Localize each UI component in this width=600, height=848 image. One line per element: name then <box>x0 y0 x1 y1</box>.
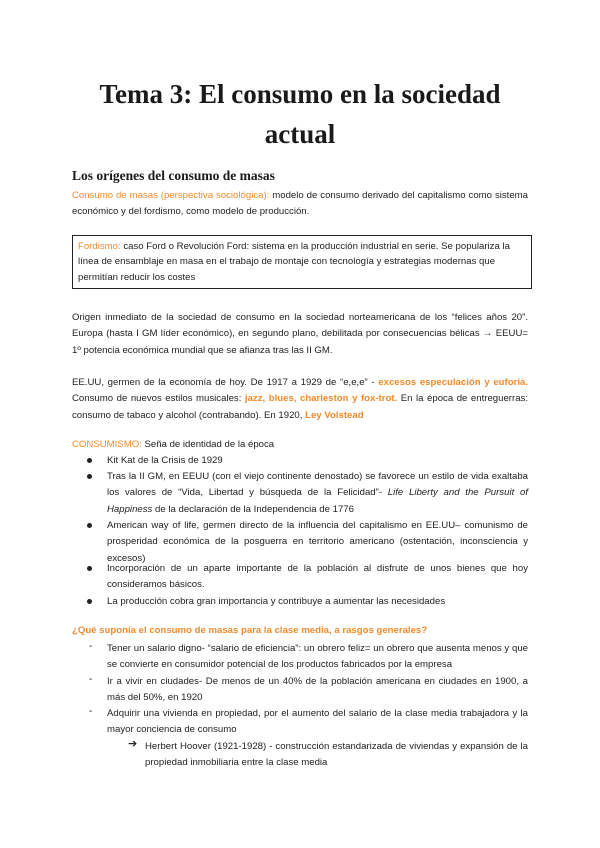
eeuu-text-1: EE.UU, germen de la economía de hoy. De 1917 a 1929 de “e,e,e” - <box>72 377 379 388</box>
consumismo-text: Seña de identidad de la época <box>141 439 275 450</box>
dash-marker: - <box>89 641 93 652</box>
sub-list-item: Herbert Hoover (1921-1928) - construcción estandarizada de viviendas y expansión de la propiedad inmobiliaria entre la clase media <box>145 741 528 769</box>
bullet-icon <box>87 474 89 476</box>
list-item: American way of life, germen directo de la influencia del capitalismo en EE.UU– comunismo de prosperidad económica de la posguerra en territorio americano (ostentación, inconsciencia y excesos) <box>107 520 528 564</box>
term-consumo-masas: Consumo de masas (perspectiva sociológica): <box>72 190 270 201</box>
eeuu-text-3: En la época de entreguerras: consumo de tabaco y alcohol (contrabando). En 1920, <box>72 393 528 421</box>
bullet-icon <box>87 566 89 568</box>
paragraph-origen: Origen inmediato de la sociedad de consumo en la sociedad norteamericana de los “felices años 20”. Europa (hasta I GM líder económico), en segundo plano, debilitada por consecuencias bélicas → EEUU= 1º potencia económica mundial que se afianza tras las II GM. <box>72 312 528 356</box>
list-item: Tener un salario digno- “salario de eficiencia”: un obrero feliz= un obrero que ausenta menos y que se convierte en consumidor potencial de los productos fabricados por la empresa <box>107 643 528 671</box>
term-fordismo: Fordismo: <box>78 241 121 252</box>
page-title-continued: actual <box>264 119 336 149</box>
list-item: La producción cobra gran importancia y contribuye a aumentar las necesidades <box>107 596 446 607</box>
term-consumismo: CONSUMISMO: <box>72 439 142 450</box>
fordismo-definition: caso Ford o Revolución Ford: sistema en la producción industrial en serie. Se populariza la línea de ensamblaje en masa en el trabajo de montaje con tecnología y estrategias modernas que permitían reducir los costes <box>78 241 510 283</box>
fordismo-box <box>72 235 532 289</box>
eeuu-text-2: Consumo de nuevos estilos musicales: <box>72 393 245 405</box>
list-item-text: Tras la II GM, en EEUU (con el viejo continente denostado) se favorece un estilo de vida exaltaba los valores de “Vida, Libertad y búsqueda de la Felicidad”- <box>107 471 528 499</box>
list-item <box>107 469 528 518</box>
bullet-icon <box>87 523 89 525</box>
consumismo-heading <box>72 437 528 453</box>
paragraph-consumo-masas <box>72 188 528 221</box>
highlight-musica: jazz, blues, charleston y fox-trot. <box>244 393 398 405</box>
bullet-icon <box>87 458 89 460</box>
list-item-tail: de la declaración de la Independencia de 1776 <box>152 503 354 515</box>
bullet-icon <box>87 599 89 601</box>
fordismo-paragraph <box>78 239 526 285</box>
list-item: Kit Kat de la Crisis de 1929 <box>107 455 223 466</box>
definition-consumo-masas: modelo de consumo derivado del capitalismo como sistema económico y del fordismo, como modelo de producción. <box>72 190 528 218</box>
highlight-excesos: excesos especulación y euforia. <box>378 377 528 388</box>
paragraph-eeuu <box>72 375 528 424</box>
list-item: Adquirir una vivienda en propiedad, por el aumento del salario de la clase media trabajadora y la mayor conciencia de consumo <box>107 708 528 736</box>
dash-marker: - <box>89 706 93 717</box>
highlight-ley-volstead: Ley Volstead <box>305 409 364 421</box>
list-item-italic: Life Liberty and the Pursuit of Happiness <box>107 487 528 515</box>
page-title: Tema 3: El consumo en la sociedad <box>99 79 501 109</box>
dash-marker: - <box>89 674 93 685</box>
list-item: Incorporación de un aparte importante de la población al disfrute de unos bienes que hoy consideramos básicos. <box>107 563 528 591</box>
question-heading: ¿Qué suponía el consumo de masas para la clase media, a rasgos generales? <box>72 625 428 636</box>
arrow-right-icon: ➔ <box>128 738 138 750</box>
section-heading: Los orígenes del consumo de masas <box>72 168 275 183</box>
list-item: Ir a vivir en ciudades- De menos de un 40% de la población americana en ciudades en 1900, a más del 50%, en 1920 <box>107 676 528 704</box>
